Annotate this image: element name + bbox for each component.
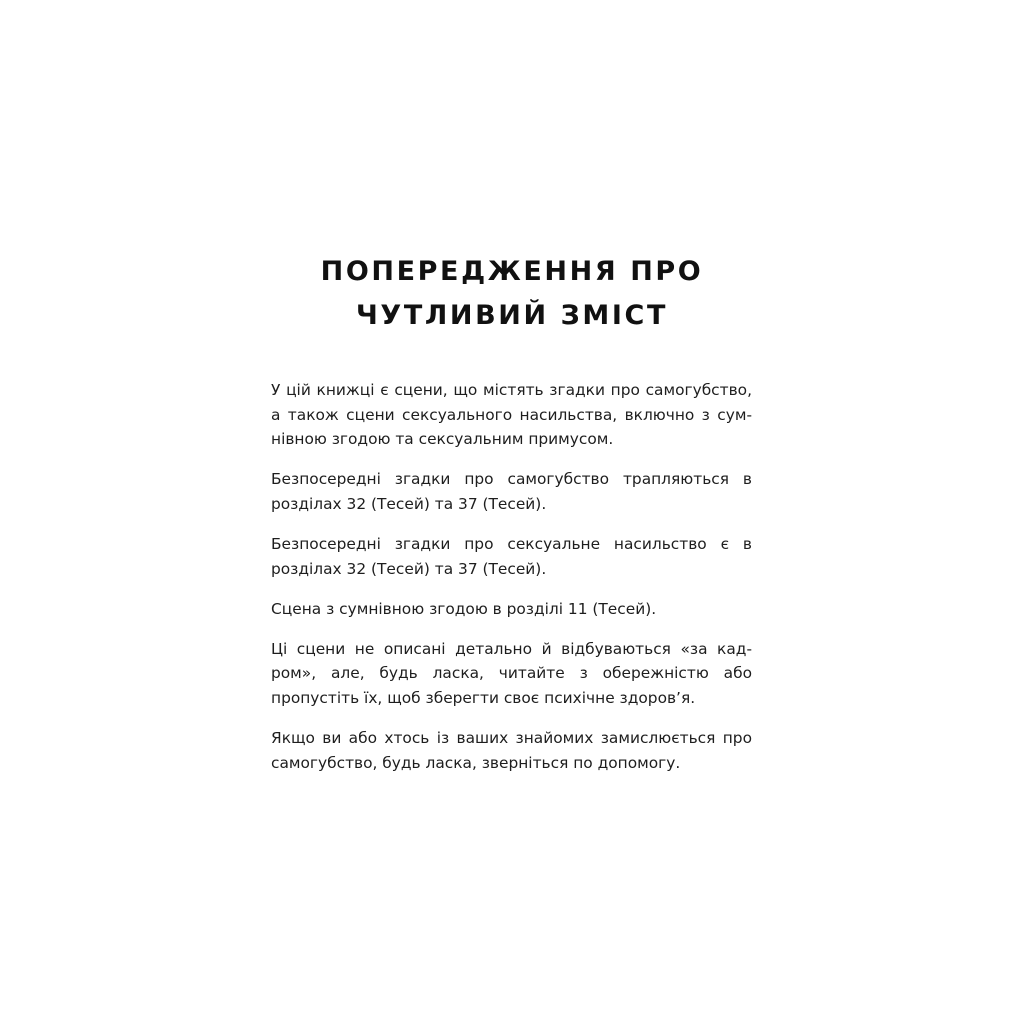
paragraph-caution: Ці сцени не описані детально й відбуваються «за кадром», але, будь ласка, читайте з обережністю або пропустіть їх, щоб зберегти своє психічне здоров’я.: [271, 639, 752, 707]
title-line-2: ЧУТЛИВИЙ ЗМІСТ: [356, 300, 668, 331]
warning-text: [271, 378, 752, 791]
page-title: [0, 250, 1024, 338]
paragraph-suicide-chapters: Безпосередні згадки про самогубство трапляються в розділах 32 (Тесей) та 37 (Тесей).: [271, 470, 752, 513]
paragraph-intro: У цій книжці є сцени, що містять згадки про самогубство, а також сцени сексуального насильства, включно з сумнівною згодою та сексуальним примусом.: [271, 381, 752, 449]
paragraph-consent-chapter: Сцена з сумнівною згодою в розділі 11 (Тесей).: [271, 599, 657, 618]
paragraph-violence-chapters: Безпосередні згадки про сексуальне насильство є в розділах 32 (Тесей) та 37 (Тесей).: [271, 534, 752, 578]
paragraph-help: Якщо ви або хтось із ваших знайомих замислюється про самогубство, будь ласка, зверніться по допомогу.: [271, 729, 752, 772]
title-line-1: ПОПЕРЕДЖЕННЯ ПРО: [320, 256, 704, 287]
